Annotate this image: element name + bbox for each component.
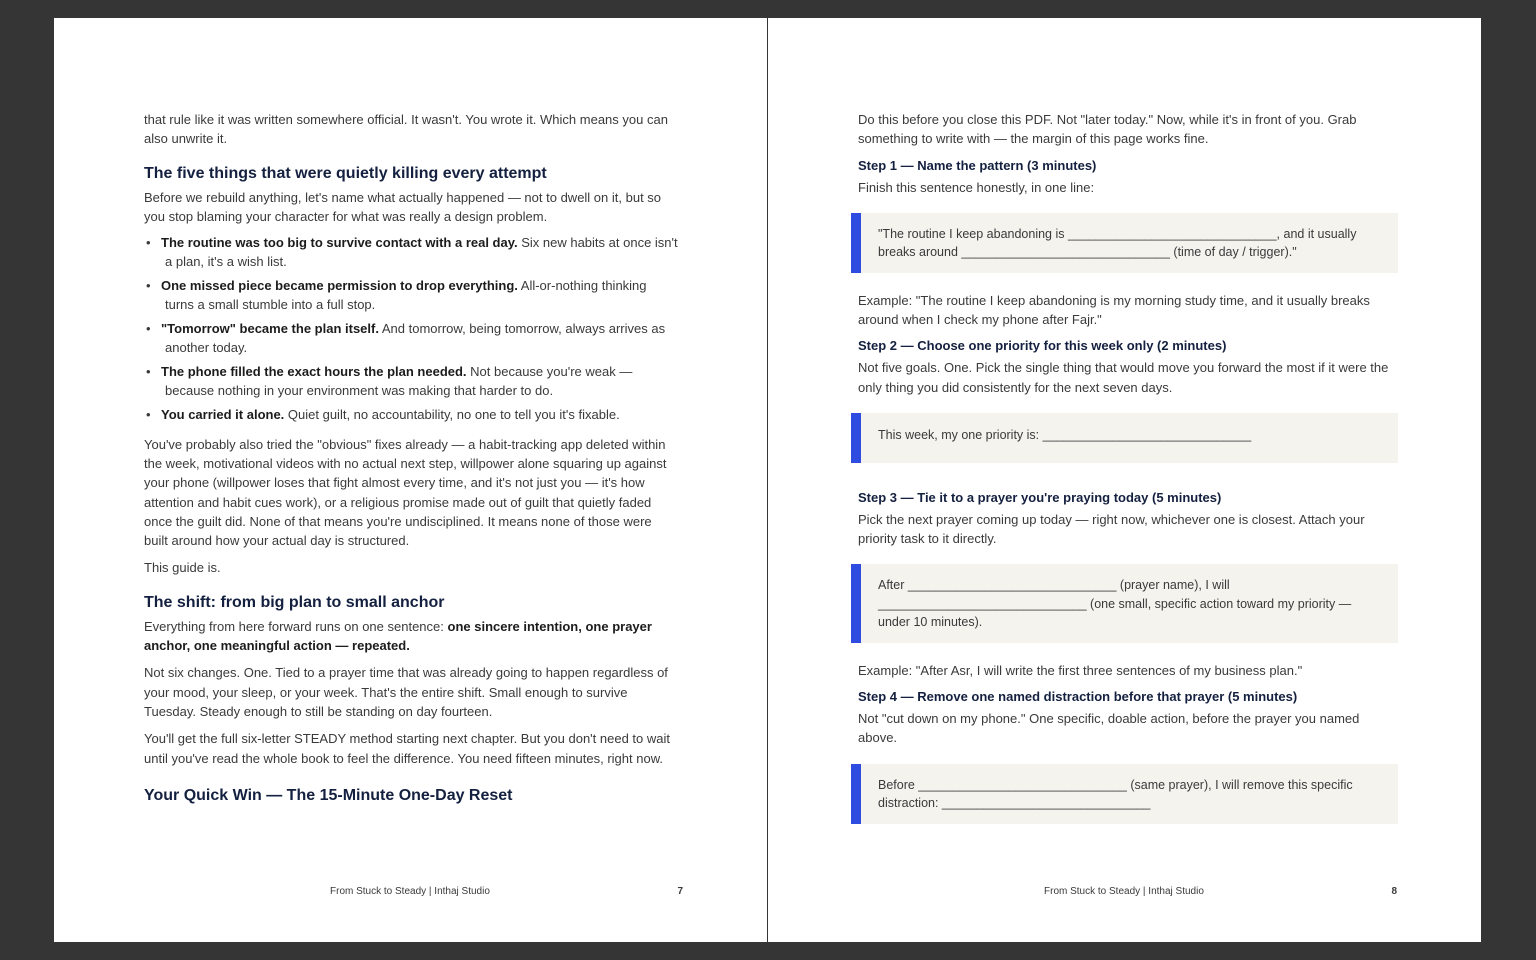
step-3-fill-in-box: After ______________________________ (prayer name), I will ______________________________ (one small, specific action toward my priority — under 10 minutes).: [851, 564, 1398, 643]
page-number: 8: [1391, 886, 1397, 897]
paragraph-intro: Do this before you close this PDF. Not "later today." Now, while it's in front of you. Grab something to write with — the margin of this page works fine.: [858, 112, 1357, 147]
heading-the-shift: The shift: from big plan to small anchor: [144, 593, 445, 611]
bullet-icon: •: [146, 364, 151, 380]
bullet-icon: •: [146, 407, 151, 423]
list-item: [144, 406, 679, 425]
heading-five-things: The five things that were quietly killing every attempt: [144, 164, 547, 182]
step-3-heading: Step 3 — Tie it to a prayer you're praying today (5 minutes): [858, 489, 1222, 505]
shift-lead: Everything from here forward runs on one sentence:: [144, 618, 448, 634]
step-3-example: Example: "After Asr, I will write the first three sentences of my business plan.": [858, 662, 1303, 678]
page-right: [768, 18, 1481, 942]
list-item: [144, 277, 679, 314]
bullet-list: [144, 234, 679, 425]
step-1-example: Example: "The routine I keep abandoning is my morning study time, and it usually breaks around when I check my phone after Fajr.": [858, 292, 1370, 328]
bullet-bold: "Tomorrow" became the plan itself.: [161, 321, 379, 337]
step-2-text: Not five goals. One. Pick the single thing that would move you forward the most if it were the only thing you did consistently for the next seven days.: [858, 360, 1389, 395]
paragraph-not-six: Not six changes. One. Tied to a prayer time that was already going to happen regardless of your mood, your sleep, or your week. That's the entire shift. Small enough to survive Tuesday. Steady enough to still be standing on day fourteen.: [144, 665, 668, 719]
step-4-text: Not "cut down on my phone." One specific, doable action, before the prayer you named above.: [858, 710, 1360, 746]
bullet-text: And tomorrow, being tomorrow, always arrives as another today.: [165, 321, 666, 355]
step-1-text: Finish this sentence honestly, in one line:: [858, 179, 1095, 195]
step-4-fill-in-box: Before ______________________________ (same prayer), I will remove this specific distraction: ______________________________: [851, 764, 1398, 824]
paragraph-full-method: You'll get the full six-letter STEADY method starting next chapter. But you don't need to wait until you've read the whole book to feel the difference. You need fifteen minutes, right now.: [144, 731, 670, 766]
step-3-text: Pick the next prayer coming up today — right now, whichever one is closest. Attach your priority task to it directly.: [858, 511, 1365, 546]
bullet-icon: •: [146, 235, 151, 251]
step-2-heading: Step 2 — Choose one priority for this week only (2 minutes): [858, 338, 1227, 354]
bullet-bold: You carried it alone.: [161, 407, 285, 423]
page-left-content: [144, 110, 679, 810]
list-item: [144, 234, 679, 271]
paragraph-obvious-fixes: You've probably also tried the "obvious" fixes already — a habit-tracking app deleted within the week, motivational videos with no actual next step, willpower alone squaring up against your phone (willpower loses that fight almost every time, and it's not just you — it's how attention and habit cues work), or a religious promise made out of guilt that quietly faded once the guilt did. None of that means you're undisciplined. It means none of those were built around how your actual day is structured.: [144, 436, 667, 549]
page-right-content: [858, 110, 1398, 842]
list-item: [144, 363, 679, 400]
bullet-bold: The phone filled the exact hours the plan needed.: [161, 364, 467, 380]
bullet-bold: The routine was too big to survive contact with a real day.: [161, 235, 518, 251]
bullet-icon: •: [146, 278, 151, 294]
shift-bold: one sincere intention, one prayer anchor, one meaningful action — repeated.: [144, 618, 652, 654]
bullet-icon: •: [146, 321, 151, 337]
list-item: [144, 320, 679, 357]
paragraph-shift: [144, 617, 679, 656]
footer-credit: From Stuck to Steady | Inthaj Studio: [1044, 886, 1204, 897]
page-left: [54, 18, 767, 942]
bullet-text: All-or-nothing thinking turns a small stumble into a full stop.: [165, 278, 647, 312]
paragraph-intro: that rule like it was written somewhere official. It wasn't. You wrote it. Which means you can also unwrite it.: [144, 112, 668, 147]
heading-quick-win: Your Quick Win — The 15-Minute One-Day Reset: [144, 786, 513, 804]
step-1-heading: Step 1 — Name the pattern (3 minutes): [858, 157, 1097, 173]
paragraph-before: Before we rebuild anything, let's name what actually happened — not to dwell on it, but so you stop blaming your character for what was really a design problem.: [144, 189, 662, 224]
step-1-fill-in-box: "The routine I keep abandoning is ______________________________, and it usually breaks around ______________________________ (time of day / trigger).": [851, 213, 1398, 273]
step-4-heading: Step 4 — Remove one named distraction before that prayer (5 minutes): [858, 688, 1298, 704]
bullet-text: Not because you're weak — because nothing in your environment was making that harder to do.: [165, 364, 633, 398]
bullet-bold: One missed piece became permission to drop everything.: [161, 278, 518, 294]
bullet-text: Quiet guilt, no accountability, no one to tell you it's fixable.: [284, 407, 620, 423]
step-2-fill-in-box: This week, my one priority is: ______________________________: [851, 413, 1398, 463]
footer-credit: From Stuck to Steady | Inthaj Studio: [330, 886, 490, 897]
page-number: 7: [677, 886, 683, 897]
paragraph-this-guide: This guide is.: [144, 560, 221, 576]
bullet-text: Six new habits at once isn't a plan, it's a wish list.: [165, 235, 678, 269]
